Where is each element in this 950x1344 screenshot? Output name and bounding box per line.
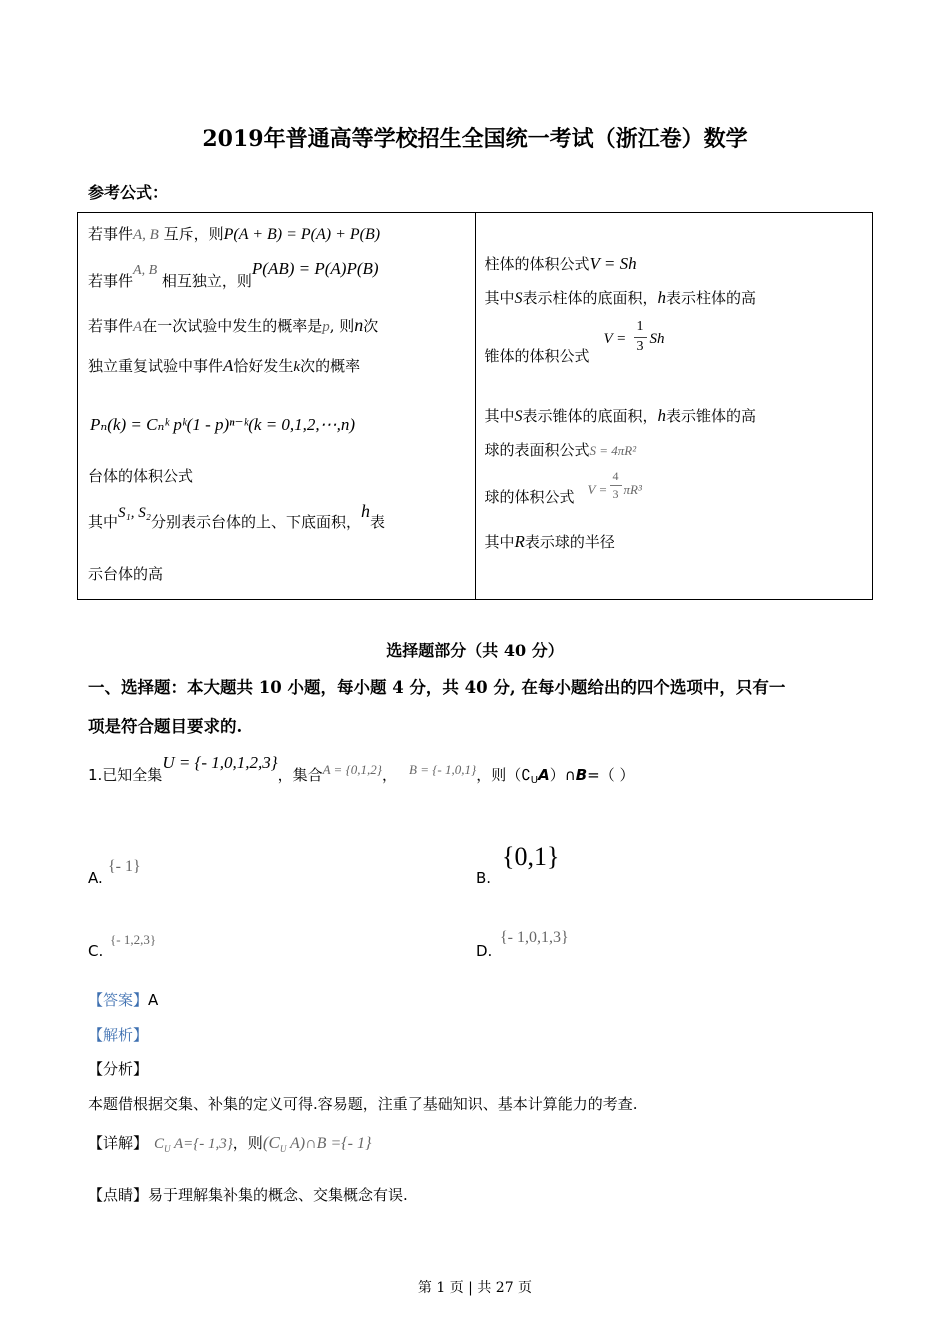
text: 在一次试验中发生的概率是 — [142, 317, 323, 335]
universal-set: U = {- 1,0,1,2,3} — [162, 753, 278, 772]
text: ）∩ — [549, 766, 576, 784]
cone-fraction-bar — [634, 337, 647, 338]
text: ，则（ — [476, 766, 522, 784]
math: S — [514, 408, 523, 425]
math: V = Sh — [589, 254, 637, 273]
fenxi-text: 本题借根据交集、补集的定义可得.容易题，注重了基础知识、基本计算能力的考查. — [88, 1095, 638, 1113]
dianjing-text: 易于理解集补集的概念、交集概念有误. — [148, 1186, 408, 1204]
sphere-surface — [485, 439, 637, 460]
text: 若事件 — [88, 317, 134, 335]
sphere-fraction-numerator: 4 — [612, 469, 619, 483]
option-d-value[interactable]: {- 1,0,1,3} — [500, 929, 569, 946]
math: R — [514, 532, 525, 551]
math: A={- 1,3} — [170, 1136, 233, 1152]
text: 柱体的体积公式 — [484, 255, 590, 273]
text: 次 — [363, 317, 379, 335]
frustum-description — [88, 501, 385, 531]
text: 其中 — [484, 289, 515, 307]
math: p — [322, 319, 330, 335]
math: A)∩B ={- 1} — [286, 1135, 372, 1152]
subscript: U — [530, 775, 539, 786]
math: n — [354, 315, 364, 335]
analysis-tag: 【解析】 — [88, 1026, 149, 1044]
set-A: A = {0,1,2} — [322, 762, 382, 777]
instruction-line1: 一、选择题：本大题共 10 小题，每小题 4 分，共 40 分, 在每小题给出的四个选项中，只有一 — [88, 678, 786, 697]
text: 分别表示台体的上、下底面积， — [150, 513, 361, 531]
set-B: B = {- 1,0,1} — [409, 762, 477, 777]
math: A, B — [133, 263, 158, 278]
sphere-radius-note — [485, 531, 615, 552]
option-a-label[interactable]: A. — [88, 869, 103, 887]
text: 1.已知全集 — [88, 766, 163, 784]
math: A — [133, 319, 143, 335]
section-title: 选择题部分（共 40 分） — [386, 641, 564, 660]
frustum-volume-label: 台体的体积公式 — [88, 467, 194, 485]
math: P(AB) = P(A)P(B) — [251, 259, 379, 278]
text: 若事件 — [88, 272, 134, 290]
cone-fraction-numerator: 1 — [636, 319, 644, 334]
text: A — [538, 766, 550, 784]
cone-description — [485, 405, 757, 426]
subscript: U — [164, 1144, 171, 1154]
option-c-label[interactable]: C. — [88, 942, 104, 960]
answer-line — [88, 989, 158, 1010]
math: A — [223, 356, 234, 375]
formula-independent — [88, 258, 379, 290]
math: h — [657, 288, 667, 307]
sphere-volume-rest: πR³ — [623, 482, 642, 497]
sphere-volume-label: 球的体积公式 — [484, 488, 575, 506]
math: (C — [262, 1133, 280, 1152]
frustum-description-cont: 示台体的高 — [88, 565, 164, 583]
math: C — [154, 1136, 165, 1152]
option-a-value[interactable]: {- 1} — [108, 858, 141, 875]
text: 若事件 — [88, 225, 134, 243]
answer-value: A — [148, 991, 159, 1009]
text: 表示柱体的高 — [666, 289, 757, 307]
text: =（ ） — [587, 766, 635, 784]
math: k — [293, 359, 301, 375]
text: 表示锥体的底面积， — [522, 407, 658, 425]
text: 独立重复试验中事件 — [88, 357, 224, 375]
option-b-value[interactable]: {0,1} — [502, 842, 560, 871]
text: 其中 — [88, 513, 119, 531]
detail-line — [88, 1132, 371, 1153]
formula-right-column — [475, 213, 873, 600]
option-b-label[interactable]: B. — [476, 869, 492, 887]
math: S = 4πR² — [589, 443, 637, 458]
text: ，则 — [232, 1134, 263, 1152]
text: 次的概率 — [300, 357, 361, 375]
math: S — [514, 290, 523, 307]
formula-left-column — [78, 213, 476, 600]
cone-volume-Sh: Sh — [649, 331, 665, 347]
text: 表示锥体的高 — [666, 407, 757, 425]
text: , 则 — [329, 317, 355, 335]
text: 表 — [369, 513, 385, 531]
math: S₁, S₂ — [118, 505, 151, 521]
instruction-line2: 项是符合题目要求的. — [88, 717, 243, 736]
formula-table — [77, 212, 873, 600]
option-c-value[interactable]: {- 1,2,3} — [110, 932, 157, 947]
question-1 — [88, 752, 635, 786]
cone-volume-label: 锥体的体积公式 — [484, 347, 590, 365]
answer-tag: 【答案】 — [88, 991, 149, 1009]
prism-volume — [485, 253, 637, 274]
math: h — [657, 406, 667, 425]
text: 互斥，则 — [158, 225, 224, 243]
text: 表示柱体的底面积， — [522, 289, 658, 307]
formula-mutually-exclusive — [88, 223, 380, 244]
text: 表示球的半径 — [524, 533, 615, 551]
page-title: 2019年普通高等学校招生全国统一考试（浙江卷）数学 — [202, 126, 748, 152]
formula-bernoulli: Pₙ(k) = Cₙᵏ pᵏ(1 - p)ⁿ⁻ᵏ(k = 0,1,2,⋯,n) — [90, 415, 356, 434]
math: P(A + B) = P(A) + P(B) — [223, 226, 381, 243]
text: B — [575, 766, 588, 784]
math: h — [360, 501, 370, 521]
detail-tag: 【详解】 — [88, 1134, 149, 1152]
sphere-fraction-denominator: 3 — [612, 487, 619, 501]
text: 恰好发生 — [233, 357, 294, 375]
text: 其中 — [484, 407, 515, 425]
option-d-label[interactable]: D. — [476, 942, 493, 960]
text: ，集合 — [277, 766, 323, 784]
complement-symbol: ∁ — [521, 766, 531, 784]
text: ， — [381, 766, 397, 784]
text: 相互独立，则 — [157, 272, 252, 290]
formula-bernoulli-line2 — [88, 355, 360, 376]
cone-fraction-denominator: 3 — [636, 339, 644, 354]
subscript: U — [279, 1144, 287, 1154]
dianjing-tag: 【点睛】 — [88, 1186, 149, 1204]
fenxi-tag: 【分析】 — [88, 1060, 149, 1078]
page-footer: 第 1 页 | 共 27 页 — [417, 1280, 533, 1296]
dianjing-line — [88, 1184, 408, 1205]
prism-description — [485, 287, 757, 308]
text: 球的表面积公式 — [484, 441, 590, 459]
sphere-volume-V: V = — [587, 482, 608, 497]
sphere-fraction-bar — [610, 485, 622, 486]
formula-heading: 参考公式： — [88, 183, 169, 202]
formula-bernoulli-line1 — [88, 315, 378, 336]
text: 其中 — [484, 533, 515, 551]
cone-volume-V: V = — [603, 331, 627, 347]
math: A, B — [133, 227, 159, 243]
